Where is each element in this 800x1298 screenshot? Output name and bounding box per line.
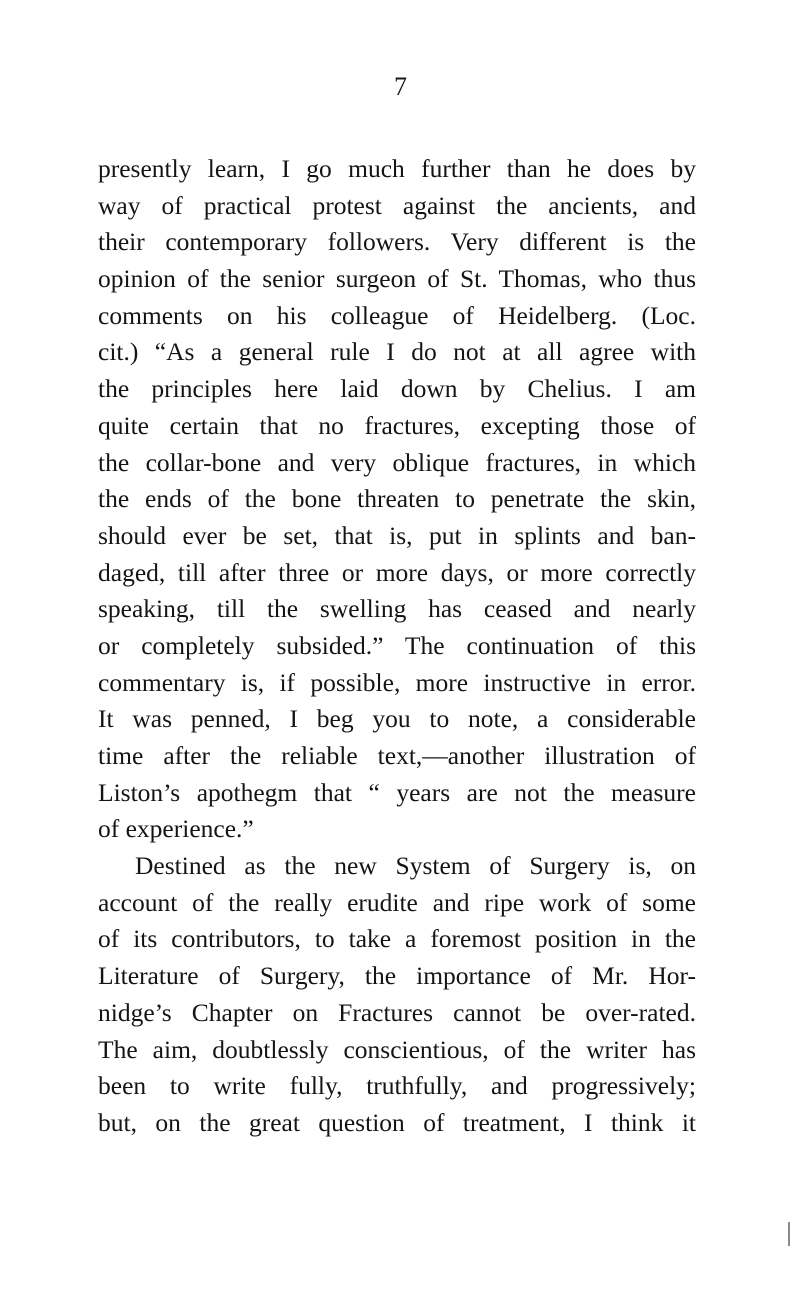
text-line: account of the really erudite and ripe work of some [98, 887, 696, 917]
text-line: quite certain that no fractures, excepting those of [98, 410, 696, 440]
text-line: been to write fully, truthfully, and progressively; [98, 1071, 696, 1101]
text-line: nidge’s Chapter on Fractures cannot be over-rated. [98, 997, 696, 1027]
text-line: Destined as the new System of Surgery is, on [135, 851, 696, 881]
text-line: commentary is, if possible, more instructive in error. [98, 667, 696, 697]
scan-speck [788, 1222, 790, 1246]
text-line: speaking, till the swelling has ceased and nearly [98, 594, 696, 624]
text-line: comments on his colleague of Heidelberg. (Loc. [98, 300, 696, 330]
text-line: way of practical protest against the ancients, and [98, 190, 696, 220]
text-line: of its contributors, to take a foremost position in the [98, 924, 696, 954]
text-line: of experience.” [98, 814, 254, 844]
text-line: but, on the great question of treatment, I think it [98, 1107, 696, 1137]
text-line: daged, till after three or more days, or more correctly [98, 557, 696, 587]
text-line: cit.) “As a general rule I do not at all agree with [98, 337, 696, 367]
text-line: presently learn, I go much further than he does by [98, 154, 696, 183]
text-line: time after the reliable text,—another illustration of [98, 741, 696, 770]
body-text [98, 151, 696, 1142]
text-line: The aim, doubtlessly conscientious, of the writer has [98, 1034, 696, 1064]
text-line: Liston’s apothegm that “ years are not the measure [98, 777, 696, 807]
text-line: or completely subsided.” The continuation of this [98, 630, 696, 660]
text-line: opinion of the senior surgeon of St. Thomas, who thus [98, 264, 696, 294]
text-line: the ends of the bone threaten to penetrate the skin, [98, 484, 696, 514]
text-line: It was penned, I beg you to note, a considerable [98, 704, 696, 734]
text-line: the collar-bone and very oblique fractures, in which [98, 447, 696, 477]
text-line: their contemporary followers. Very different is the [98, 227, 696, 257]
text-line: Literature of Surgery, the importance of Mr. Hor- [98, 961, 696, 991]
page-number: 7 [394, 72, 407, 101]
text-line: the principles here laid down by Chelius. I am [98, 374, 696, 404]
text-line: should ever be set, that is, put in splints and ban- [98, 520, 696, 550]
